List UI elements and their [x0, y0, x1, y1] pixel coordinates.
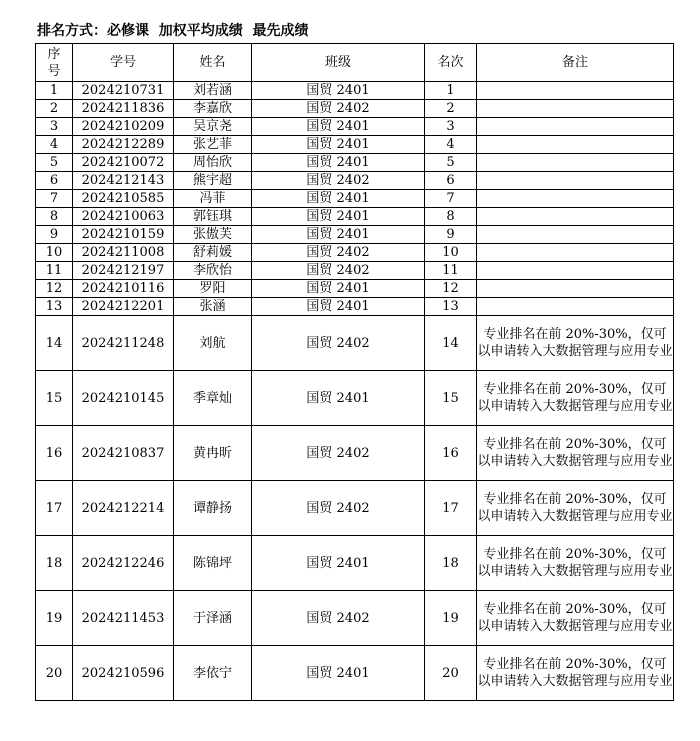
cell-seq: 8 [36, 208, 73, 226]
cell-note [477, 154, 674, 172]
cell-seq: 3 [36, 118, 73, 136]
cell-note [477, 82, 674, 100]
cell-class: 国贸 2402 [252, 100, 425, 118]
cell-note [477, 190, 674, 208]
cell-note [477, 136, 674, 154]
cell-seq: 10 [36, 244, 73, 262]
cell-rank: 9 [425, 226, 477, 244]
table-row [36, 172, 674, 190]
cell-seq: 14 [36, 316, 73, 371]
cell-class: 国贸 2402 [252, 262, 425, 280]
cell-student-id: 2024210837 [73, 426, 174, 481]
cell-student-id: 2024212143 [73, 172, 174, 190]
cell-rank: 13 [425, 298, 477, 316]
header-seq-line1: 序 [47, 46, 61, 62]
cell-note [477, 244, 674, 262]
table-row [36, 646, 674, 701]
table-row [36, 536, 674, 591]
cell-rank: 19 [425, 591, 477, 646]
cell-note: 专业排名在前 20%-30%，仅可以申请转入大数据管理与应用专业 [477, 536, 674, 591]
table-row [36, 136, 674, 154]
cell-rank: 4 [425, 136, 477, 154]
cell-rank: 18 [425, 536, 477, 591]
cell-name: 刘若涵 [174, 82, 252, 100]
table-row [36, 190, 674, 208]
table-row [36, 481, 674, 536]
cell-seq: 1 [36, 82, 73, 100]
cell-student-id: 2024211836 [73, 100, 174, 118]
table-row [36, 226, 674, 244]
cell-note: 专业排名在前 20%-30%，仅可以申请转入大数据管理与应用专业 [477, 646, 674, 701]
cell-note: 专业排名在前 20%-30%，仅可以申请转入大数据管理与应用专业 [477, 371, 674, 426]
cell-name: 于泽涵 [174, 591, 252, 646]
table-row [36, 280, 674, 298]
cell-name: 熊宇超 [174, 172, 252, 190]
cell-seq: 7 [36, 190, 73, 208]
cell-class: 国贸 2402 [252, 481, 425, 536]
cell-seq: 13 [36, 298, 73, 316]
cell-student-id: 2024210209 [73, 118, 174, 136]
cell-name: 刘航 [174, 316, 252, 371]
ranking-method-heading: 排名方式：必修课 加权平均成绩 最先成绩 [37, 23, 309, 39]
table-row [36, 154, 674, 172]
cell-class: 国贸 2401 [252, 280, 425, 298]
cell-rank: 20 [425, 646, 477, 701]
table-row [36, 316, 674, 371]
cell-seq: 9 [36, 226, 73, 244]
header-row [36, 44, 674, 82]
cell-rank: 14 [425, 316, 477, 371]
cell-seq: 5 [36, 154, 73, 172]
cell-name: 舒莉媛 [174, 244, 252, 262]
cell-student-id: 2024212246 [73, 536, 174, 591]
cell-rank: 5 [425, 154, 477, 172]
cell-name: 谭静扬 [174, 481, 252, 536]
cell-seq: 16 [36, 426, 73, 481]
cell-class: 国贸 2401 [252, 208, 425, 226]
header-seq-line2: 号 [47, 63, 61, 79]
cell-name: 张傲芙 [174, 226, 252, 244]
cell-name: 黄冉昕 [174, 426, 252, 481]
table-row [36, 371, 674, 426]
cell-class: 国贸 2401 [252, 298, 425, 316]
cell-class: 国贸 2401 [252, 371, 425, 426]
table-row [36, 100, 674, 118]
table-row [36, 591, 674, 646]
cell-name: 张涵 [174, 298, 252, 316]
cell-name: 李欣怡 [174, 262, 252, 280]
header-seq [36, 44, 73, 82]
cell-name: 罗阳 [174, 280, 252, 298]
cell-rank: 3 [425, 118, 477, 136]
cell-class: 国贸 2402 [252, 591, 425, 646]
cell-note: 专业排名在前 20%-30%，仅可以申请转入大数据管理与应用专业 [477, 481, 674, 536]
cell-seq: 18 [36, 536, 73, 591]
cell-note [477, 208, 674, 226]
cell-student-id: 2024212201 [73, 298, 174, 316]
cell-student-id: 2024211248 [73, 316, 174, 371]
cell-seq: 19 [36, 591, 73, 646]
cell-seq: 11 [36, 262, 73, 280]
cell-class: 国贸 2401 [252, 190, 425, 208]
cell-class: 国贸 2401 [252, 82, 425, 100]
cell-seq: 15 [36, 371, 73, 426]
cell-name: 吴京尧 [174, 118, 252, 136]
cell-rank: 8 [425, 208, 477, 226]
cell-note [477, 100, 674, 118]
cell-name: 张艺菲 [174, 136, 252, 154]
table-row [36, 208, 674, 226]
table-row [36, 82, 674, 100]
cell-student-id: 2024210072 [73, 154, 174, 172]
cell-student-id: 2024211453 [73, 591, 174, 646]
table-row [36, 262, 674, 280]
cell-note [477, 298, 674, 316]
cell-note: 专业排名在前 20%-30%，仅可以申请转入大数据管理与应用专业 [477, 591, 674, 646]
cell-seq: 6 [36, 172, 73, 190]
cell-rank: 12 [425, 280, 477, 298]
cell-name: 周怡欣 [174, 154, 252, 172]
table-row [36, 118, 674, 136]
cell-student-id: 2024211008 [73, 244, 174, 262]
cell-name: 郭钰琪 [174, 208, 252, 226]
cell-seq: 2 [36, 100, 73, 118]
cell-rank: 10 [425, 244, 477, 262]
cell-name: 季章灿 [174, 371, 252, 426]
cell-class: 国贸 2401 [252, 536, 425, 591]
header-class: 班级 [252, 44, 425, 82]
cell-student-id: 2024212289 [73, 136, 174, 154]
cell-student-id: 2024210145 [73, 371, 174, 426]
cell-class: 国贸 2401 [252, 118, 425, 136]
cell-student-id: 2024212197 [73, 262, 174, 280]
cell-rank: 11 [425, 262, 477, 280]
cell-student-id: 2024210731 [73, 82, 174, 100]
table-row [36, 298, 674, 316]
table-row [36, 426, 674, 481]
cell-student-id: 2024210063 [73, 208, 174, 226]
cell-rank: 15 [425, 371, 477, 426]
cell-seq: 17 [36, 481, 73, 536]
cell-name: 李依宁 [174, 646, 252, 701]
cell-rank: 1 [425, 82, 477, 100]
cell-seq: 12 [36, 280, 73, 298]
header-note: 备注 [477, 44, 674, 82]
cell-student-id: 2024210585 [73, 190, 174, 208]
cell-name: 冯菲 [174, 190, 252, 208]
table-row [36, 244, 674, 262]
cell-note [477, 280, 674, 298]
cell-rank: 7 [425, 190, 477, 208]
cell-seq: 4 [36, 136, 73, 154]
cell-class: 国贸 2402 [252, 172, 425, 190]
cell-note [477, 118, 674, 136]
header-name: 姓名 [174, 44, 252, 82]
cell-class: 国贸 2401 [252, 136, 425, 154]
cell-class: 国贸 2401 [252, 226, 425, 244]
cell-name: 李嘉欣 [174, 100, 252, 118]
ranking-table [35, 43, 674, 701]
table-body [36, 82, 674, 701]
header-student-id: 学号 [73, 44, 174, 82]
cell-note [477, 172, 674, 190]
cell-note: 专业排名在前 20%-30%，仅可以申请转入大数据管理与应用专业 [477, 426, 674, 481]
cell-class: 国贸 2402 [252, 316, 425, 371]
cell-rank: 17 [425, 481, 477, 536]
cell-note: 专业排名在前 20%-30%，仅可以申请转入大数据管理与应用专业 [477, 316, 674, 371]
cell-student-id: 2024212214 [73, 481, 174, 536]
cell-student-id: 2024210159 [73, 226, 174, 244]
cell-note [477, 226, 674, 244]
cell-seq: 20 [36, 646, 73, 701]
cell-rank: 6 [425, 172, 477, 190]
header-rank: 名次 [425, 44, 477, 82]
cell-rank: 16 [425, 426, 477, 481]
cell-student-id: 2024210596 [73, 646, 174, 701]
cell-student-id: 2024210116 [73, 280, 174, 298]
cell-class: 国贸 2401 [252, 154, 425, 172]
cell-class: 国贸 2402 [252, 426, 425, 481]
cell-class: 国贸 2402 [252, 244, 425, 262]
table-header [36, 44, 674, 82]
cell-rank: 2 [425, 100, 477, 118]
cell-note [477, 262, 674, 280]
cell-class: 国贸 2401 [252, 646, 425, 701]
cell-name: 陈锦坪 [174, 536, 252, 591]
